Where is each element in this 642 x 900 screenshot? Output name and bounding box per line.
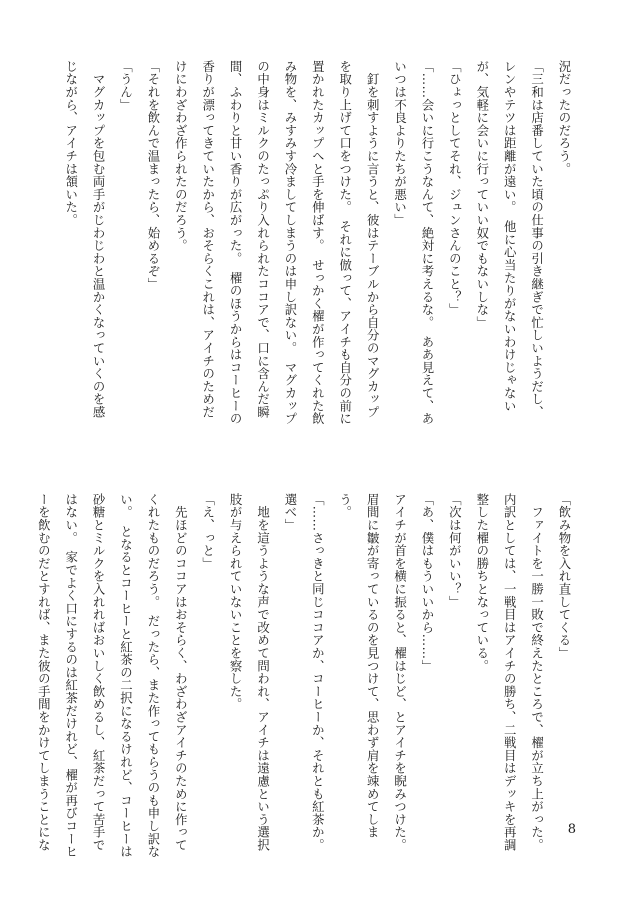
text-line: ーを飲むのだとすれば、また彼の手間をかけてしまうことにな <box>36 493 52 852</box>
text-line: う。 <box>337 493 353 519</box>
text-line: 「……会いに行こうなんて、絶対に考えるな。 ああ見えて、あ <box>419 60 435 425</box>
text-line: 肢が与えられていないことを察した。 <box>228 493 244 711</box>
text-line: 「……さっきと同じココアか、コーヒーか、それとも紅茶か。 <box>310 493 326 852</box>
text-line: 釘を刺すように言うと、彼はテーブルから自分のマグカップ <box>365 60 381 419</box>
text-line: いつは不良よりたちが悪い」 <box>392 60 408 227</box>
text-line: はない。 家でよく口にするのは紅茶だけれど、櫂が再びコーヒ <box>63 493 79 858</box>
text-line: くれたものだろう。 だったら、また作ってもらうのも申し訳な <box>145 493 161 858</box>
text-line: 「ひょっとしてそれ、ジュンさんのこと？」 <box>447 60 463 316</box>
page-number: 8 <box>567 822 576 837</box>
text-line: 砂糖とミルクを入れればおいしく飲めるし、紅茶だって苦手で <box>91 493 107 852</box>
text-line: 地を這うような声で改めて問われ、アイチは遠慮という選択 <box>255 493 271 852</box>
text-line: 置かれたカップへと手を伸ばす。 せっかく櫂が作ってくれた飲 <box>310 60 326 425</box>
text-line: 況だったのだろう。 <box>557 60 572 176</box>
text-line: い。 となるとコーヒーと紅茶の二択になるけれど、コーヒーは <box>118 493 134 858</box>
text-line: 眉間に皺が寄っているのを見つけて、思わず肩を竦めてしま <box>365 493 381 839</box>
text-line: 「あ、僕はもういいから……」 <box>419 493 435 673</box>
text-line: が、気軽に会いに行っていい奴でもないしな」 <box>474 60 490 329</box>
text-line: 選べ」 <box>282 493 298 532</box>
text-line: を取り上げて口をつけた。 それに倣って、アイチも自分の前に <box>337 60 353 425</box>
text-line: 「飲み物を入れ直してくる」 <box>557 493 572 660</box>
text-line: アイチが首を横に振ると、櫂はじど、とアイチを睨みつけた。 <box>392 493 408 852</box>
text-line: 「それを飲んで温まったら、始めるぞ」 <box>145 60 161 291</box>
text-line: 香りが漂ってきていたから、おそらくこれは、アイチのためだ <box>200 60 216 419</box>
text-line: 先ほどのココアはおそらく、わざわざアイチのために作って <box>173 493 189 852</box>
text-line: 間、ふわりと甘い香りが広がった。 櫂のほうからはコーヒーの <box>228 60 244 425</box>
text-line: マグカップを包む両手がじわじわと温かくなっていくのを感 <box>91 60 107 419</box>
text-line: 「三和は店番していた頃の仕事の引き継ぎで忙しいようだし、 <box>529 60 545 419</box>
text-line: の中身はミルクのたっぷり入れられたココアで、口に含んだ瞬 <box>255 60 271 419</box>
text-line: 「え、っと」 <box>200 493 216 570</box>
text-line: レンやテツは距離が遠い。 他に心当たりがないわけじゃない <box>502 60 518 413</box>
text-line: じながら、アイチは頷いた。 <box>63 60 79 227</box>
text-line: 「次は何がいい？」 <box>447 493 463 609</box>
text-line: ファイトを一勝一敗で終えたところで、櫂が立ち上がった。 <box>529 493 545 852</box>
text-line: けにわざわざ作られたのだろう。 <box>173 60 189 252</box>
lower-text-block <box>36 493 578 858</box>
text-line: 内訳としては、一戦目はアイチの勝ち、二戦目はデッキを再調 <box>502 493 518 852</box>
text-line: 整した櫂の勝ちとなっている。 <box>474 493 490 673</box>
text-line: み物を、みすみす冷ましてしまうのは申し訳ない。 マグカップ <box>282 60 298 425</box>
text-line: 「うん」 <box>118 60 134 112</box>
upper-text-block <box>58 60 578 425</box>
